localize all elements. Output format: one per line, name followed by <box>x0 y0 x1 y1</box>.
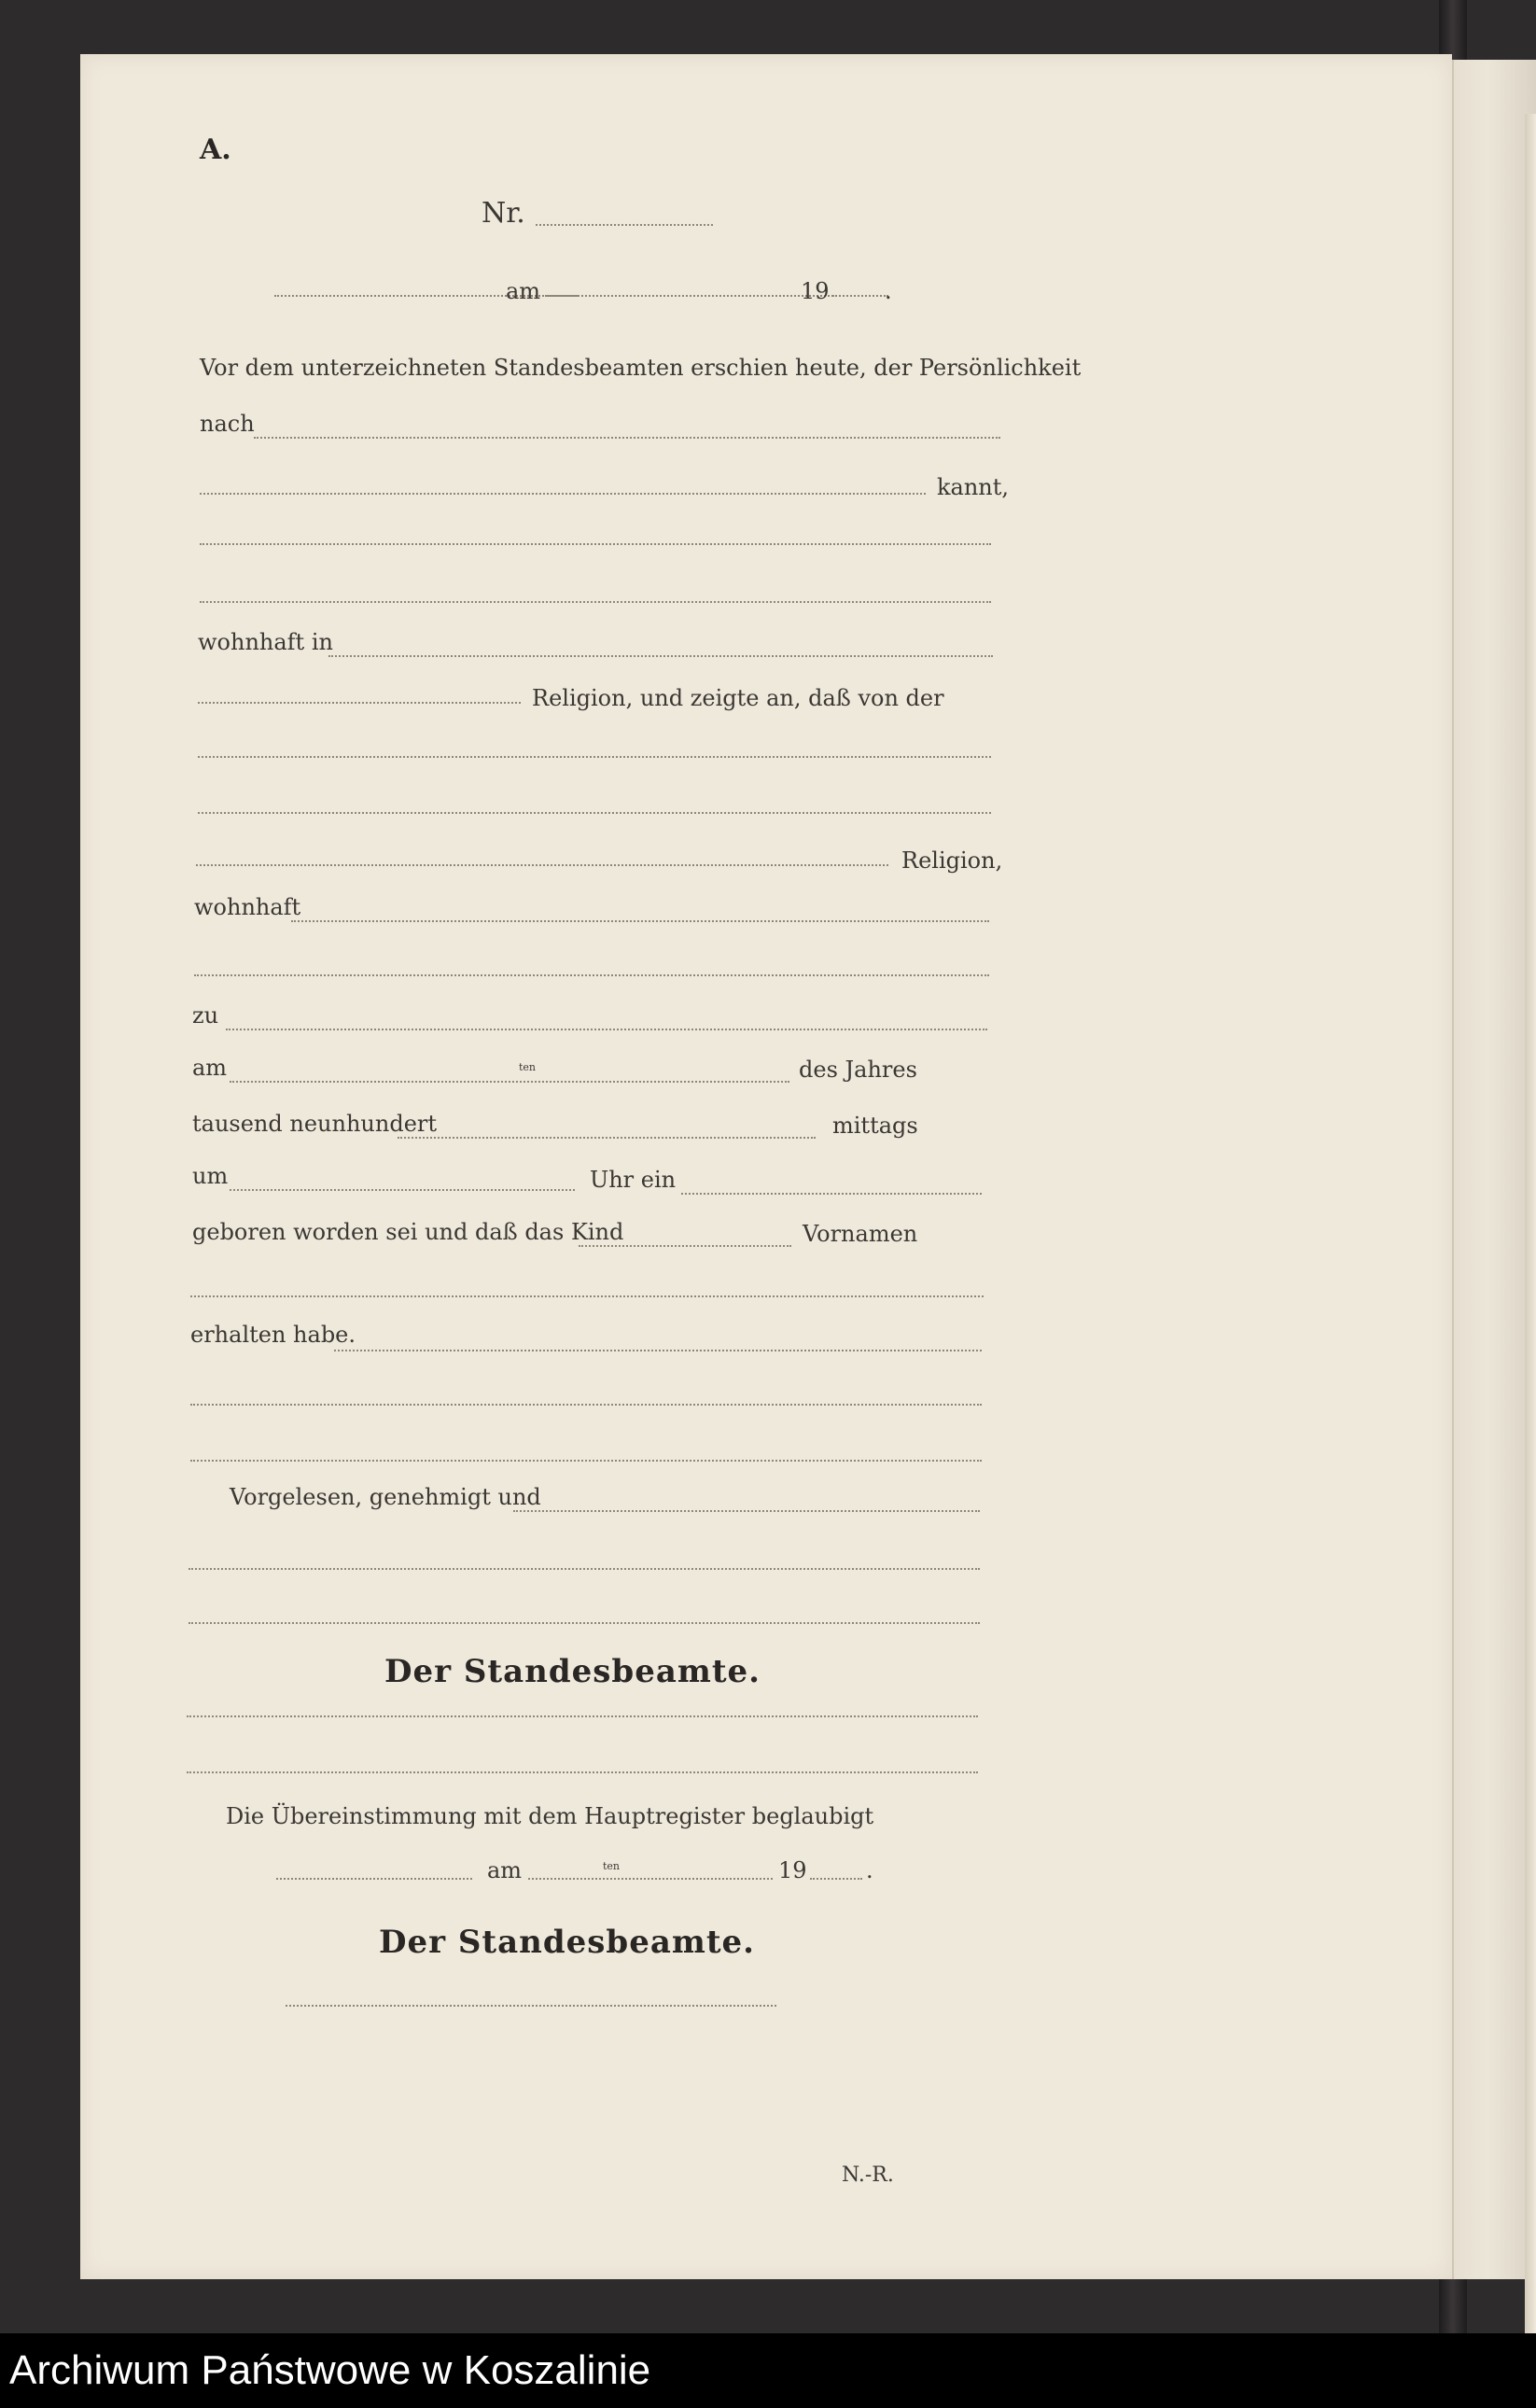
am3-label: am <box>487 1857 523 1883</box>
tausend-label: tausend neunhundert <box>192 1111 438 1137</box>
cert-place-field <box>276 1878 472 1880</box>
year-word-field <box>398 1137 816 1139</box>
nr-label: Nr. <box>482 197 525 230</box>
blank-line-3 <box>198 756 991 758</box>
geboren-label: geboren worden sei und daß das Kind <box>192 1219 624 1245</box>
birth-date-field <box>230 1081 789 1083</box>
erhalten-label: erhalten habe. <box>190 1322 356 1348</box>
erhalten-field <box>334 1350 982 1351</box>
cert-year-field <box>810 1878 862 1880</box>
religion-field-2 <box>196 864 888 866</box>
hour-field <box>230 1189 575 1191</box>
year-period: . <box>885 278 892 304</box>
gender-field <box>681 1193 982 1195</box>
blank-line-2 <box>200 601 991 603</box>
nr-field <box>536 224 713 226</box>
blank-line-7 <box>190 1460 982 1462</box>
wohnhaft-in-label: wohnhaft in <box>198 629 333 655</box>
official-signature-line-2 <box>187 1771 978 1773</box>
blank-line-6 <box>190 1404 982 1406</box>
official-signature-line-1 <box>187 1715 978 1717</box>
year-field <box>832 295 888 297</box>
wohnhaft-in-field <box>328 655 993 657</box>
religion-label: Religion, <box>901 847 1003 874</box>
year-prefix-2: 19 <box>778 1857 807 1883</box>
first-names-field <box>190 1295 984 1297</box>
vornamen-label: Vornamen <box>803 1221 918 1247</box>
am2-label: am <box>192 1055 228 1081</box>
des-jahres-label: des Jahres <box>799 1057 917 1083</box>
religion-zeigte-label: Religion, und zeigte an, daß von der <box>532 685 944 711</box>
ten2-label: ten <box>603 1860 621 1872</box>
blank-line-8 <box>189 1568 980 1570</box>
standesbeamte-heading-2: Der Standesbeamte. <box>379 1924 756 1961</box>
cert-signature-line <box>286 2005 776 2007</box>
name-field <box>200 493 926 495</box>
nach-label: nach <box>200 411 255 437</box>
document-page <box>80 54 1452 2279</box>
intro-line: Vor dem unterzeichneten Standesbeamten erschien heute, der Persönlichkeit <box>200 355 1082 381</box>
page-gutter <box>1525 114 1536 2333</box>
vorgelesen-label: Vorgelesen, genehmigt und <box>230 1484 541 1510</box>
facing-page-edge <box>1452 60 1536 2279</box>
nach-field <box>254 437 1000 439</box>
zu-label: zu <box>192 1002 219 1029</box>
zu-field <box>226 1029 987 1030</box>
blank-line-4 <box>198 812 991 814</box>
blank-line-1 <box>200 543 991 545</box>
archive-caption: Archiwum Państwowe w Koszalinie <box>0 2333 1536 2408</box>
kannt-label: kannt, <box>937 474 1010 500</box>
ten-label: ten <box>519 1061 537 1073</box>
year-period-2: . <box>866 1857 873 1883</box>
uhr-ein-label: Uhr ein <box>590 1167 677 1193</box>
form-code: N.-R. <box>842 2163 894 2187</box>
signature-field <box>513 1510 980 1512</box>
um-label: um <box>192 1163 229 1189</box>
religion-field-1 <box>198 702 521 704</box>
blank-line-5 <box>194 974 989 976</box>
form-letter: A. <box>200 133 231 166</box>
uebereinstimmung-label: Die Übereinstimmung mit dem Hauptregister beglaubigt <box>226 1803 874 1829</box>
cert-date-field <box>528 1878 773 1880</box>
child-field <box>579 1245 791 1247</box>
blank-line-9 <box>189 1622 980 1624</box>
am-label: am <box>506 278 541 304</box>
standesbeamte-heading-1: Der Standesbeamte. <box>384 1653 761 1690</box>
mittags-label: mittags <box>832 1113 918 1139</box>
year-prefix: 19 <box>801 278 830 304</box>
wohnhaft-field <box>291 920 989 922</box>
wohnhaft-label: wohnhaft <box>194 894 301 920</box>
